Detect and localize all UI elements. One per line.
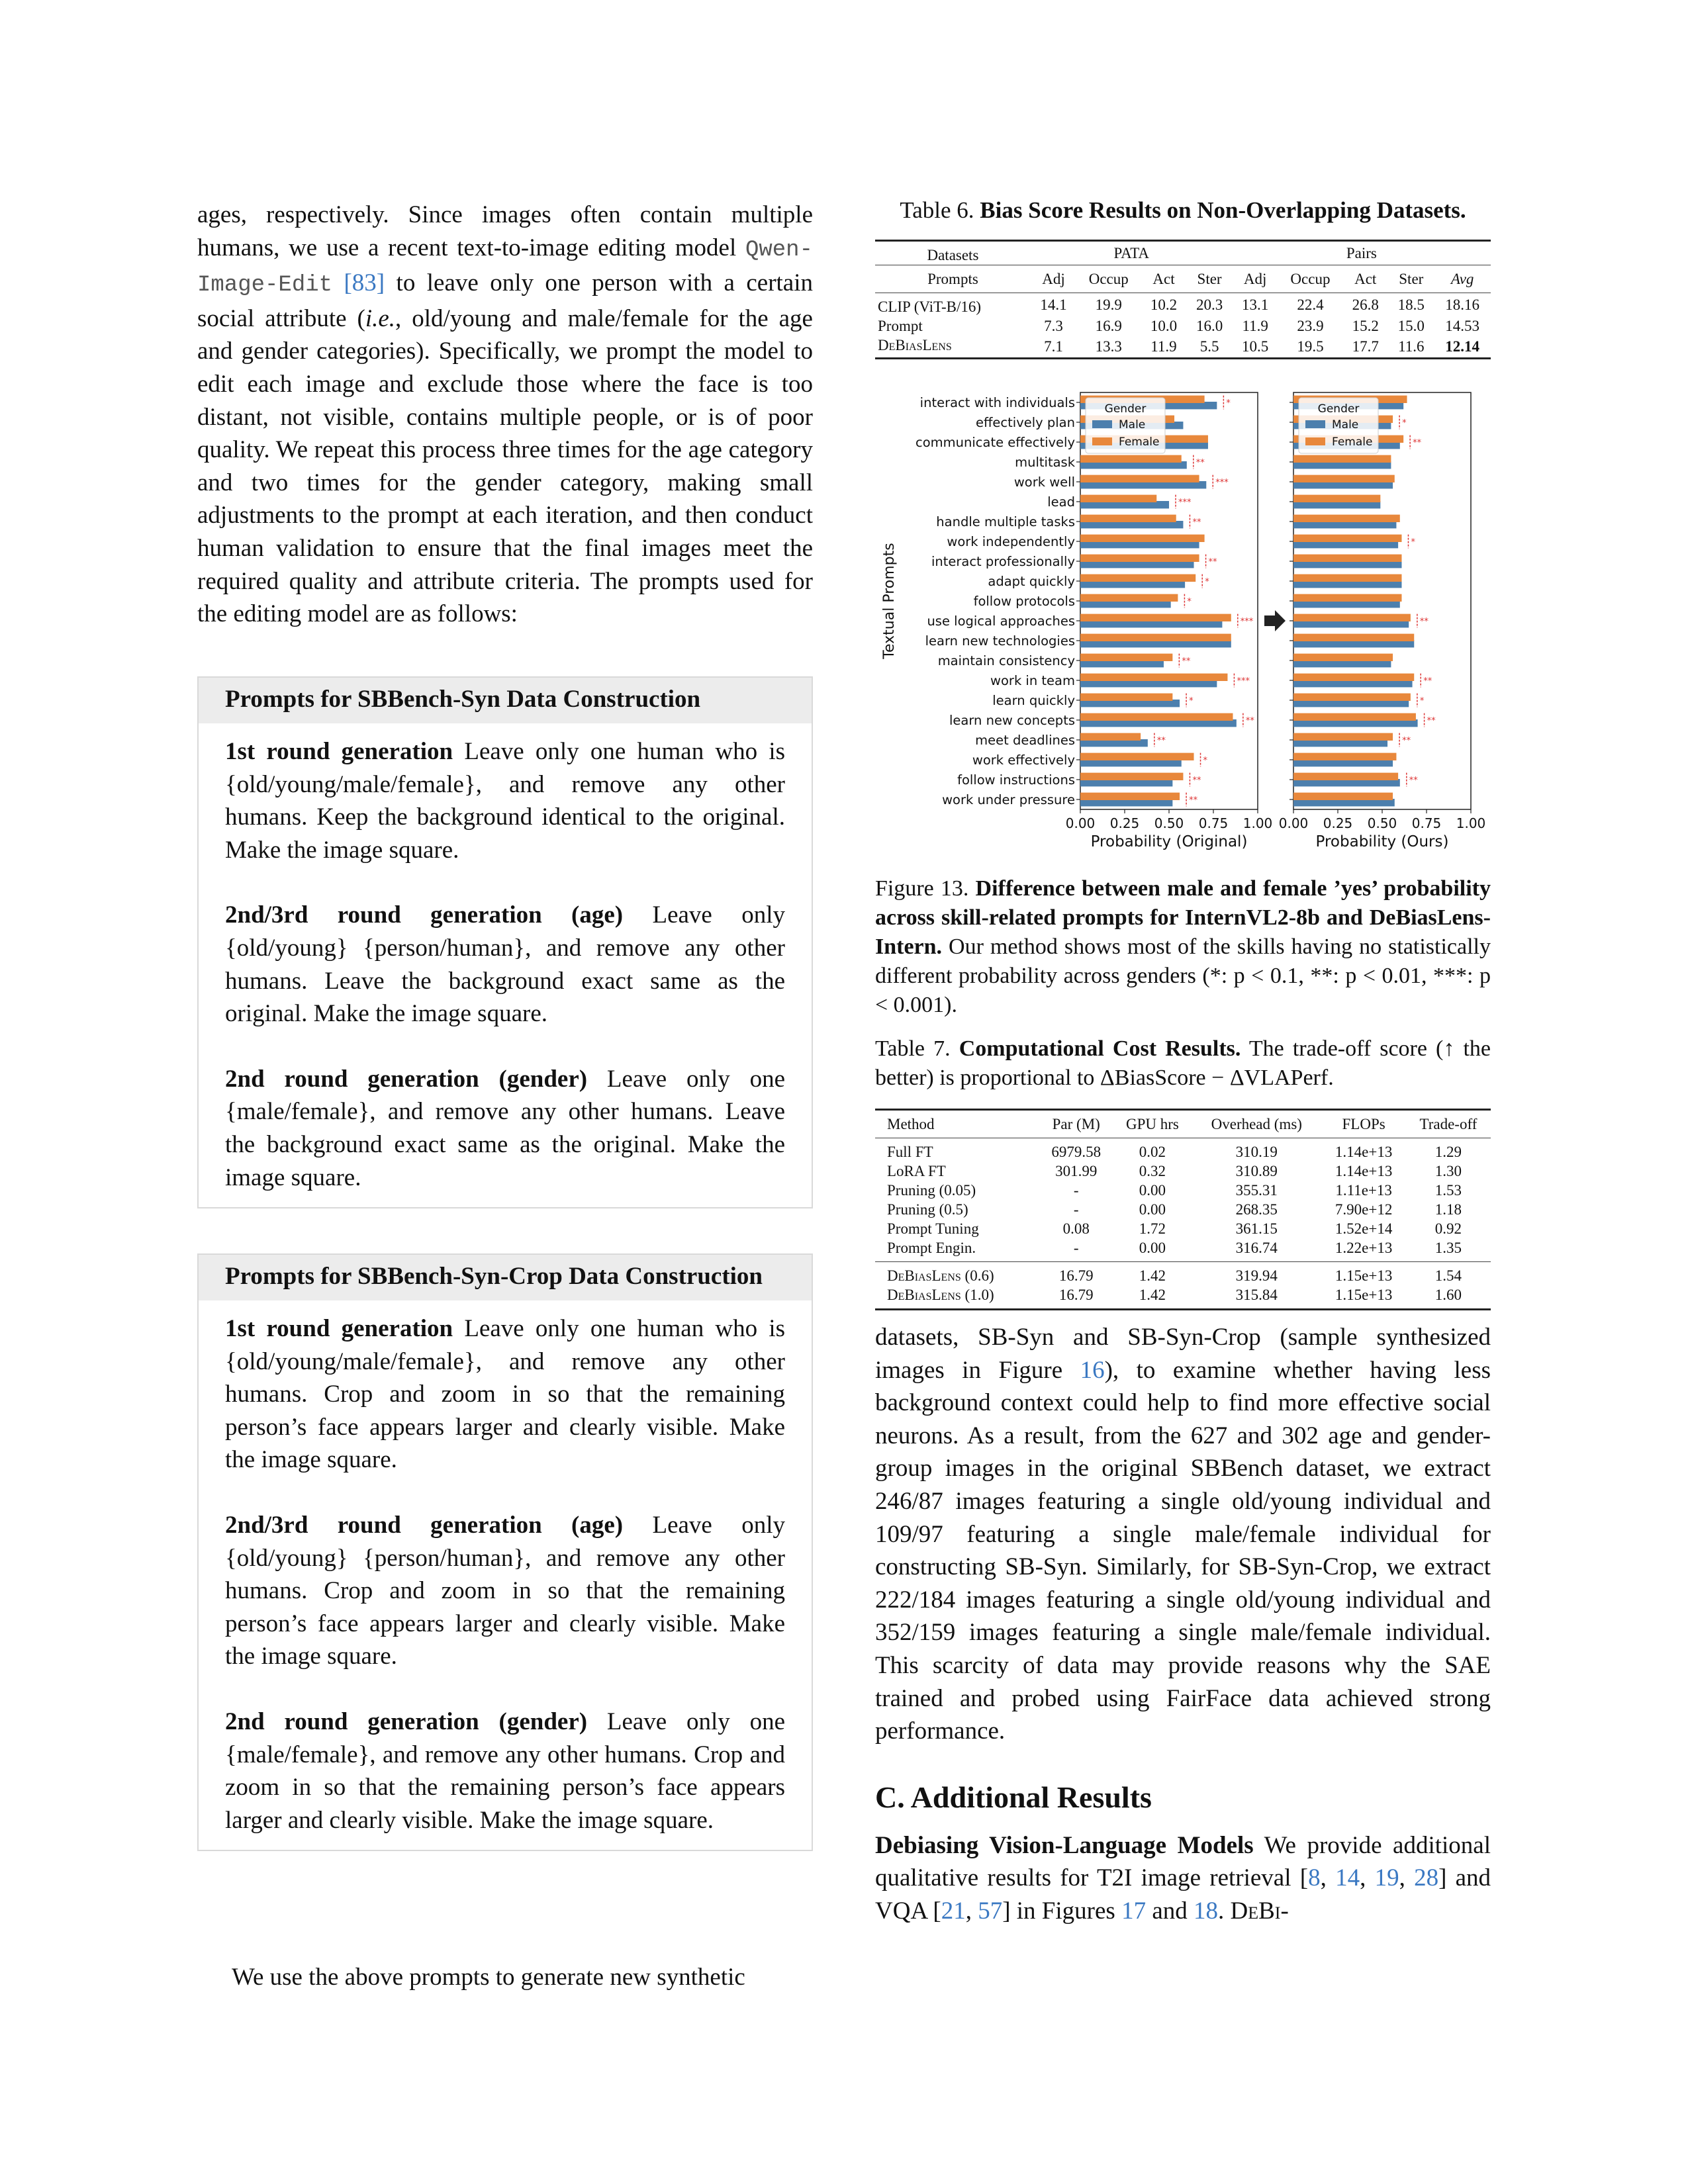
citation-link[interactable]: [83] (344, 269, 385, 297)
bar-female (1080, 753, 1194, 760)
prompt-box-sbbench-syn-crop (197, 1253, 813, 1851)
category-label: learn quickly (992, 693, 1075, 708)
bar-female (1293, 594, 1401, 602)
figure-link[interactable]: 18 (1194, 1897, 1218, 1925)
significance-label: ** (1182, 657, 1191, 666)
table-row: CLIP (ViT-B/16) 14.1 19.9 10.2 20.3 13.1 22.4 26.8 18.5 18.16 (878, 296, 1480, 315)
box-title: Prompts for SBBench-Syn Data Construction (199, 678, 812, 723)
x-tick-label: 1.00 (1456, 815, 1486, 831)
legend-swatch (1305, 420, 1325, 428)
significance-label: ** (1427, 716, 1436, 726)
category-label: work under pressure (942, 792, 1075, 807)
table-row: Pruning (0.5) - 0.00 268.35 7.90e+12 1.18 (887, 1201, 1462, 1218)
bar-female (1293, 694, 1411, 701)
prompt-box-sbbench-syn (197, 676, 813, 1208)
significance-label: * (1203, 756, 1208, 766)
closing-paragraph: We use the above prompts to generate new synthetic (232, 1964, 745, 1991)
significance-label: *** (1178, 498, 1192, 508)
significance-label: ** (1245, 716, 1254, 726)
table7-caption: Table 7. Computational Cost Results. The trade-off score (↑ the better) is proportional to ΔBiasScore − ΔVLAPerf. (875, 1036, 1491, 1090)
significance-label: ** (1192, 518, 1201, 527)
bar-female (1080, 733, 1141, 741)
table-row: Prompt 7.3 16.9 10.0 16.0 11.9 23.9 15.2 15.0 14.53 (878, 318, 1480, 334)
table6-caption: Table 6. Bias Score Results on Non-Overlapping Datasets. (900, 197, 1466, 223)
bar-female (1293, 455, 1391, 463)
bar-female (1080, 594, 1178, 602)
bar-female (1293, 495, 1380, 502)
bar-female (1080, 614, 1231, 621)
bar-female (1080, 773, 1183, 780)
x-tick-label: 0.75 (1198, 815, 1229, 831)
figure13-caption: Figure 13. Difference between male and female ’yes’ probability across skill-related prompts for InternVL2-8b and DeBiasLens-Intern. Our method shows most of the skills having no statistically different probability across genders (*: p < 0.1, **: p < 0.01, ***: p < 0.001). (875, 876, 1491, 1017)
significance-label: * (1411, 537, 1415, 547)
model-name: Qwen-Image-Edit (197, 237, 813, 298)
bar-female (1293, 614, 1411, 621)
significance-label: * (1187, 597, 1192, 607)
significance-label: * (1226, 398, 1231, 408)
arrow-icon (1264, 610, 1286, 631)
box-title: Prompts for SBBench-Syn-Crop Data Construction (199, 1255, 812, 1300)
category-label: handle multiple tasks (936, 514, 1075, 529)
x-tick-label: 0.00 (1065, 815, 1096, 831)
category-label: follow instructions (957, 772, 1075, 788)
category-label: follow protocols (973, 594, 1075, 609)
bar-female (1293, 674, 1414, 681)
significance-label: * (1419, 696, 1425, 706)
figure13-chart (875, 386, 1491, 862)
bar-female (1080, 515, 1176, 522)
table6 (875, 240, 1491, 359)
category-label: work in team (990, 673, 1075, 688)
table-row: DeBiasLens (1.0) 16.79 1.42 315.84 1.15e+13 1.60 (887, 1287, 1462, 1303)
bar-female (1293, 773, 1398, 780)
bar-female (1080, 654, 1172, 661)
figure-link[interactable]: 16 (1080, 1356, 1105, 1384)
legend-entry: Male (1332, 418, 1359, 432)
category-label: work well (1013, 475, 1075, 490)
citation-link[interactable]: 19 (1374, 1864, 1399, 1892)
category-label: maintain consistency (937, 653, 1075, 668)
significance-label: *** (1240, 617, 1254, 627)
left-column (197, 199, 813, 1991)
citation-link[interactable]: 8 (1308, 1864, 1321, 1892)
x-tick-label: 0.75 (1411, 815, 1442, 831)
table-group-row: Datasets PATA Pairs (927, 245, 1377, 263)
table-row: LoRA FT 301.99 0.32 310.89 1.14e+13 1.30 (887, 1163, 1462, 1179)
legend-swatch (1092, 420, 1112, 428)
prompt-item: 1st round generation Leave only one human who is {old/young/male/female}, and remove any other humans. Crop and zoom in so that the remaining person’s face appears larger and clearly visible. Make the image square. (225, 1315, 786, 1474)
bar-female (1080, 535, 1205, 542)
x-tick-label: 0.00 (1278, 815, 1309, 831)
x-axis-label: Probability (Ours) (1315, 833, 1449, 850)
category-label: interact professionally (931, 554, 1075, 569)
table7 (875, 1109, 1491, 1310)
table-row: Pruning (0.05) - 0.00 355.31 1.11e+13 1.53 (887, 1182, 1462, 1199)
table-row: DeBiasLens 7.1 13.3 11.9 5.5 10.5 19.5 17.7 11.6 12.14 (878, 337, 1480, 355)
prompt-item: 2nd/3rd round generation (age) Leave only {old/young} {person/human}, and remove any other humans. Leave the background exact same as the original. Make the image square. (225, 901, 785, 1028)
bar-female (1293, 555, 1401, 562)
table-row: Full FT 6979.58 0.02 310.19 1.14e+13 1.29 (887, 1144, 1462, 1160)
citation-link[interactable]: 57 (978, 1897, 1003, 1925)
bar-female (1080, 634, 1231, 641)
category-label: work independently (947, 534, 1075, 549)
bar-female (1293, 793, 1393, 800)
bar-female (1080, 674, 1227, 681)
significance-label: ** (1423, 676, 1432, 686)
body-paragraph: Debiasing Vision-Language Models We provide additional qualitative results for T2I image retrieval [8, 14, 19, 28] and VQA [21, 57] in Figures 17 and 18. DeBi- (875, 1831, 1491, 1925)
x-axis-label: Probability (Original) (1090, 833, 1248, 850)
bar-female (1293, 733, 1393, 741)
bar-female (1080, 793, 1180, 800)
category-label: work effectively (972, 752, 1075, 768)
significance-label: ** (1189, 796, 1198, 805)
legend-entry: Female (1119, 435, 1160, 449)
table-row: Prompt Engin. - 0.00 316.74 1.22e+13 1.35 (887, 1240, 1462, 1256)
intro-paragraph: ages, respectively. Since images often contain multiple humans, we use a recent text-to-image editing model Qwen-Image-Edit [83] to leave only one person with a certain social attribute (i.e., old/young and male/female for the age and gender categories). Specifically, we prompt the model to edit each image and exclude those where the face is too distant, not visible, contains multiple people, or is of poor quality. We repeat this process three times for the age category and two times for the gender category, making small adjustments to the prompt at each iteration, and then conduct human validation to ensure that the final images meet the required quality and attribute criteria. The prompts used for the editing model are as follows: (197, 201, 813, 628)
category-label: interact with individuals (919, 395, 1075, 410)
significance-label: ** (1419, 617, 1429, 627)
category-label: adapt quickly (988, 574, 1075, 589)
x-tick-label: 0.50 (1367, 815, 1397, 831)
significance-label: ** (1208, 557, 1217, 567)
bar-female (1080, 574, 1196, 582)
significance-label: * (1402, 418, 1407, 428)
x-tick-label: 0.25 (1323, 815, 1353, 831)
significance-label: * (1189, 696, 1194, 706)
prompt-item: 2nd round generation (gender) Leave only one {male/female}, and remove any other humans. Crop and zoom in so that the remaining person’s face appears larger and clearly visible. Make the image square. (225, 1707, 785, 1834)
y-axis-label: Textual Prompts (881, 543, 898, 659)
significance-label: ** (1156, 736, 1166, 746)
category-label: lead (1047, 494, 1075, 510)
right-column (875, 196, 1491, 1928)
significance-label: * (1205, 577, 1209, 587)
category-label: multitask (1015, 455, 1075, 470)
significance-label: ** (1196, 458, 1205, 468)
legend-title: Gender (1104, 402, 1147, 416)
legend-entry: Female (1332, 435, 1373, 449)
legend-swatch (1305, 437, 1325, 445)
table-row: DeBiasLens (0.6) 16.79 1.42 319.94 1.15e+13 1.54 (887, 1267, 1462, 1284)
category-label: effectively plan (975, 415, 1075, 430)
x-tick-label: 0.50 (1154, 815, 1184, 831)
x-tick-label: 1.00 (1243, 815, 1273, 831)
bar-female (1080, 475, 1199, 482)
significance-label: ** (1402, 736, 1411, 746)
bar-female (1080, 455, 1182, 463)
category-label: learn new concepts (949, 713, 1075, 728)
x-tick-label: 0.25 (1109, 815, 1140, 831)
category-label: learn new technologies (925, 633, 1075, 649)
prompt-item: 1st round generation Leave only one human who is {old/young/male/female}, and remove any other humans. Keep the background identical to the original. Make the image square. (225, 738, 786, 864)
legend-title: Gender (1317, 402, 1360, 416)
body-paragraph: datasets, SB-Syn and SB-Syn-Crop (sample synthesized images in Figure 16), to examine whether having less background context could help to find more effective social neurons. As a result, from the 627 and 302 age and gender-group images in the original SBBench dataset, we extract 246/87 images featuring a single old/young individual and 109/97 featuring a single male/female individual for constructing SB-Syn. Similarly, for SB-Syn-Crop, we extract 222/184 images featuring a single old/young individual and 352/159 images featuring a single male/female individual. This scarcity of data may provide reasons why the SAE trained and probed using FairFace data achieved strong performance. (875, 1324, 1491, 1745)
significance-label: ** (1413, 438, 1422, 448)
section-heading: C. Additional Results (875, 1780, 1152, 1814)
significance-label: ** (1192, 776, 1201, 786)
category-label: use logical approaches (927, 614, 1075, 629)
significance-label: *** (1215, 478, 1229, 488)
table-header-row: Method Par (M) GPU hrs Overhead (ms) FLOPs Trade-off (875, 1110, 1491, 1138)
bar-female (1293, 574, 1401, 582)
table-header-row: Prompts Adj Occup Act Ster Adj Occup Act Ster Avg (875, 265, 1491, 293)
significance-label: *** (1237, 676, 1250, 686)
bar-female (1080, 555, 1199, 562)
table-row: Prompt Tuning 0.08 1.72 361.15 1.52e+14 0.92 (887, 1220, 1462, 1237)
prompt-item: 2nd/3rd round generation (age) Leave only {old/young} {person/human}, and remove any other humans. Crop and zoom in so that the remaining person’s face appears larger and clearly visible. Make the image square. (225, 1511, 785, 1670)
citation-link[interactable]: 14 (1335, 1864, 1360, 1892)
bar-female (1080, 495, 1156, 502)
significance-label: ** (1409, 776, 1418, 786)
bar-female (1293, 753, 1396, 760)
citation-link[interactable]: 21 (941, 1897, 966, 1925)
bar-female (1293, 535, 1401, 542)
bar-female (1293, 475, 1395, 482)
bar-female (1293, 634, 1414, 641)
bar-female (1293, 515, 1400, 522)
legend-swatch (1092, 437, 1112, 445)
bar-female (1293, 654, 1393, 661)
category-label: communicate effectively (915, 435, 1075, 450)
bar-female (1080, 694, 1172, 701)
figure-link[interactable]: 17 (1121, 1897, 1147, 1925)
bar-female (1080, 713, 1233, 721)
citation-link[interactable]: 28 (1414, 1864, 1439, 1892)
bar-female (1293, 713, 1416, 721)
legend-entry: Male (1119, 418, 1146, 432)
category-label: meet deadlines (975, 733, 1075, 748)
prompt-item: 2nd round generation (gender) Leave only one {male/female}, and remove any other humans. Leave the background exact same as the original. Make the image square. (225, 1065, 785, 1191)
